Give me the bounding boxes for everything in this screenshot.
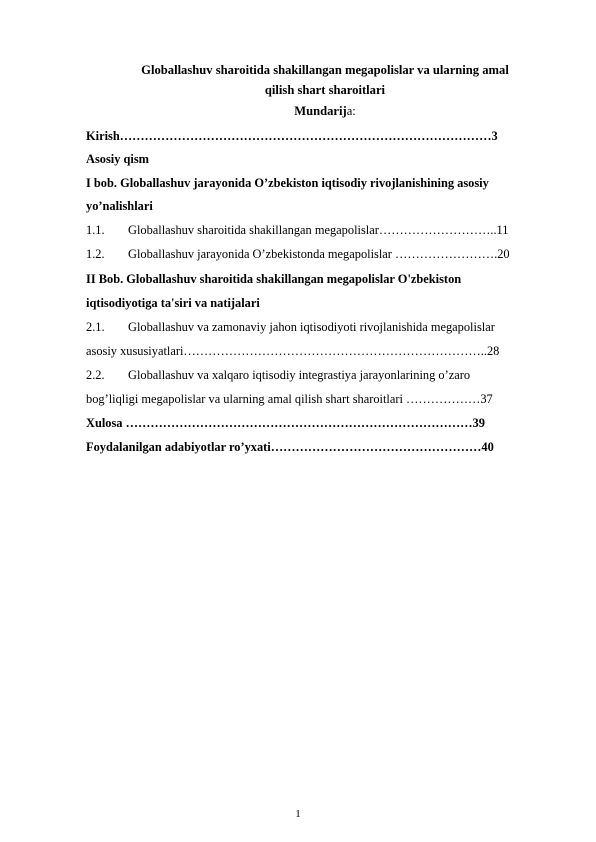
- toc-entry-text: Globallashuv sharoitida shakillangan megapolislar………………………..11: [128, 223, 509, 237]
- toc-entry-number: 2.1.: [86, 320, 105, 334]
- document-title-line-1: Globallashuv sharoitida shakillangan megapolislar va ularning amal: [141, 63, 509, 77]
- toc-entry-2-2-line-2: bog’liqligi megapolislar va ularning amal qilish shart sharoitlari ………………37: [86, 392, 493, 406]
- toc-entry-text: Globallashuv va xalqaro iqtisodiy integrastiya jarayonlarining o’zaro: [128, 368, 471, 382]
- toc-entry-2-2-line-1: [86, 367, 560, 384]
- contents-heading-bold: Mundarij: [294, 104, 347, 118]
- page-number: 1: [295, 808, 301, 820]
- document-title-line-2: qilish shart sharoitlari: [264, 83, 386, 97]
- contents-heading: [90, 103, 560, 120]
- toc-entry-text: Globallashuv jarayonida O’zbekistonda megapolislar …………………….20: [128, 247, 510, 261]
- toc-entry-2-1-line-2: asosiy xususiyatlari………………………………………………………………..28: [86, 344, 500, 358]
- toc-entry-main-part: Asosiy qism: [86, 152, 149, 166]
- toc-entry-introduction: Kirish………………………………………………………………………………3: [86, 129, 498, 143]
- toc-entry-chapter-2-line-2: iqtisodiyotiga ta'siri va natijalari: [86, 296, 260, 310]
- toc-entry-references: Foydalanilgan adabiyotlar ro’yxati……………………………………………40: [86, 440, 494, 454]
- toc-entry-number: 1.2.: [86, 247, 105, 261]
- toc-entry-1-1: [86, 222, 560, 239]
- toc-entry-chapter-2-line-1: II Bob. Globallashuv sharoitida shakillangan megapolislar O'zbekiston: [86, 272, 462, 286]
- toc-entry-chapter-1-line-1: I bob. Globallashuv jarayonida O’zbekiston iqtisodiy rivojlanishining asosiy: [86, 176, 489, 190]
- toc-entry-text: Globallashuv va zamonaviy jahon iqtisodiyoti rivojlanishida megapolislar: [128, 320, 495, 334]
- toc-entry-2-1-line-1: [86, 319, 560, 336]
- contents-heading-rest: a:: [346, 104, 356, 118]
- toc-entry-chapter-1-line-2: yo’nalishlari: [86, 199, 153, 213]
- toc-entry-number: 2.2.: [86, 368, 105, 382]
- toc-entry-conclusion: Xulosa …………………………………………………………………………39: [86, 416, 485, 430]
- toc-entry-1-2: [86, 246, 560, 263]
- toc-entry-number: 1.1.: [86, 223, 105, 237]
